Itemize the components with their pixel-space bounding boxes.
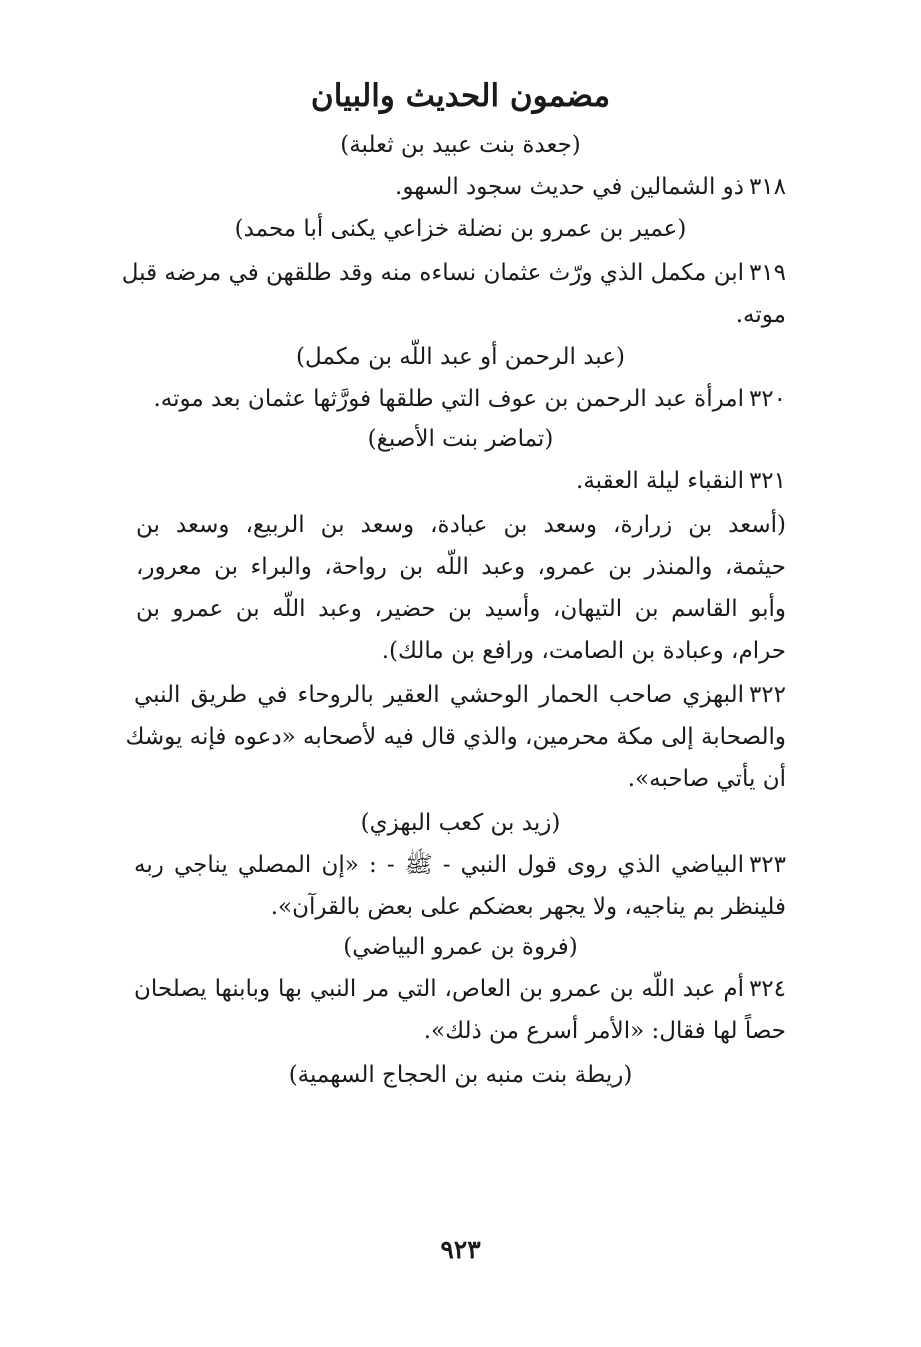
entry-text-continued: فلينظر بم يناجيه، ولا يجهر بعضكم على بعض بالقرآن». <box>270 894 786 920</box>
identification-line: (فروة بن عمرو البياضي) <box>343 934 578 960</box>
identification-line: (جعدة بنت عبيد بن ثعلبة) <box>340 132 581 158</box>
entry-text: ابن مكمل الذي ورّث عثمان نساءه منه وقد طلقهن في مرضه قبل <box>121 260 744 286</box>
entry-text: أم عبد اللّه بن عمرو بن العاص، التي مر النبي بها وبابنها يصلحان <box>134 976 744 1002</box>
entry-text-continued: حصاً لها فقال: «الأمر أسرع من ذلك». <box>423 1018 786 1044</box>
page-title: مضمون الحديث والبيان <box>310 78 611 114</box>
entry-number: ٣٢٤ <box>748 976 786 1002</box>
identification-line: (تماضر بنت الأصبغ) <box>367 426 554 452</box>
entry-text: امرأة عبد الرحمن بن عوف التي طلقها فورَّثها عثمان بعد موته. <box>153 386 744 412</box>
identification-line: (أسعد بن زرارة، وسعد بن عبادة، وسعد بن الربيع، وسعد بن <box>136 512 786 538</box>
identification-line: (عمير بن عمرو بن نضلة خزاعي يكنى أبا محمد) <box>234 216 687 242</box>
entry-number: ٣١٩ <box>748 260 786 286</box>
identification-line-continued: حرام، وعبادة بن الصامت، ورافع بن مالك). <box>381 638 786 664</box>
entry-text-continued: موته. <box>735 302 786 328</box>
entry-text: ذو الشمالين في حديث سجود السهو. <box>395 174 744 200</box>
identification-line: (ريطة بنت منبه بن الحجاج السهمية) <box>288 1062 633 1088</box>
identification-line-continued: حيثمة، والمنذر بن عمرو، وعبد اللّه بن رواحة، والبراء بن معرور، <box>136 554 786 580</box>
entry-text-continued: أن يأتي صاحبه». <box>627 766 786 792</box>
entry-number: ٣٢٠ <box>748 386 786 412</box>
entry-text: البهزي صاحب الحمار الوحشي العقير بالروحاء في طريق النبي <box>134 682 744 708</box>
identification-line: (زيد بن كعب البهزي) <box>360 810 561 836</box>
entry-number: ٣١٨ <box>748 174 786 200</box>
entry-text: البياضي الذي روى قول النبي - ﷺ - : «إن المصلي يناجي ربه <box>134 852 744 878</box>
entry-number: ٣٢٢ <box>748 682 786 708</box>
entry-text-continued: والصحابة إلى مكة محرمين، والذي قال فيه لأصحابه «دعوه فإنه يوشك <box>125 724 786 750</box>
entry-text: النقباء ليلة العقبة. <box>576 468 744 494</box>
identification-line-continued: وأبو القاسم بن التيهان، وأسيد بن حضير، وعبد اللّه بن عمرو بن <box>136 596 786 622</box>
page-number: ٩٢٣ <box>440 1235 481 1264</box>
entry-number: ٣٢١ <box>748 468 786 494</box>
identification-line: (عبد الرحمن أو عبد اللّه بن مكمل) <box>296 344 625 370</box>
entry-number: ٣٢٣ <box>748 852 786 878</box>
